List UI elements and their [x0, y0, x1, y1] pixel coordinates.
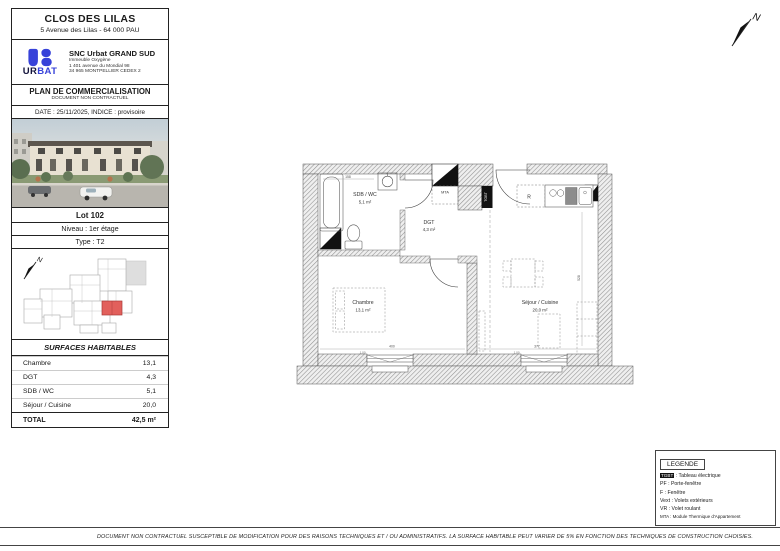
surfaces-title: SURFACES HABITABLES [12, 340, 168, 356]
row-label: Séjour / Cuisine [23, 402, 71, 409]
company-address-line: 1 401 avenue du Mondial 98 [69, 63, 130, 69]
total-value: 42,5 m² [131, 416, 156, 424]
site-plan [11, 248, 169, 340]
legend-title: LEGENDE [660, 459, 705, 470]
document-title-block [11, 84, 169, 106]
interior-walls [318, 174, 477, 263]
svg-text:1,00: 1,00 [513, 350, 520, 355]
row-value: 13,1 [142, 360, 156, 367]
room-label-chambre: Chambre [352, 300, 374, 306]
table-total-row [12, 412, 168, 427]
svg-text:N: N [35, 256, 43, 265]
company-block [11, 39, 169, 85]
svg-text:20,0 m²: 20,0 m² [532, 307, 548, 313]
legend-panel [655, 450, 776, 526]
bathroom-door [405, 180, 433, 208]
document-subtitle: DOCUMENT NON CONTRACTUEL [51, 96, 129, 101]
cooktop [566, 188, 578, 205]
table-row [12, 384, 168, 398]
lot-level: Niveau : 1er étage [11, 222, 169, 236]
building-photo-image [12, 119, 168, 207]
company-address-line: Immeuble Oxygène [69, 58, 111, 64]
svg-text:400: 400 [389, 344, 395, 349]
company-info [69, 49, 164, 75]
building-photo [11, 118, 169, 208]
surfaces-table [11, 339, 169, 428]
date-line: DATE : 25/11/2025, INDICE : provisoire [11, 105, 169, 119]
document-title: PLAN DE COMMERCIALISATION [29, 87, 151, 96]
lot-number: Lot 102 [11, 207, 169, 223]
company-name: SNC Urbat GRAND SUD [69, 49, 156, 59]
svg-text:5,1 m²: 5,1 m² [358, 199, 372, 205]
site-plan-north-icon [24, 256, 44, 279]
mta-label: MTA [441, 190, 449, 195]
mta-zone [432, 186, 458, 204]
tgbt-label: TGBT [484, 192, 488, 202]
project-title: CLOS DES LILAS [44, 13, 136, 25]
lot-highlight [102, 301, 122, 315]
tgbt-board [482, 186, 493, 208]
table-row [12, 356, 168, 370]
toilet [345, 241, 362, 249]
room-label-dgt: DGT [423, 220, 435, 226]
floor-plan [295, 156, 635, 392]
fridge-label: R [527, 194, 531, 201]
sofa [577, 302, 597, 354]
legend-item: TGBT : Tableau électrique [661, 473, 721, 479]
svg-text:4,3 m²: 4,3 m² [422, 227, 436, 232]
row-label: DGT [23, 374, 38, 381]
row-label: SDB / WC [23, 388, 54, 395]
project-header [11, 8, 169, 40]
furniture [333, 210, 597, 354]
footer-disclaimer [0, 527, 780, 546]
svg-text:377: 377 [534, 344, 540, 349]
floor-plan-drawing [295, 156, 635, 392]
row-label: Chambre [23, 360, 51, 367]
project-address: 5 Avenue des Lilas - 64 000 PAU [40, 27, 140, 34]
urbat-logo [16, 48, 64, 76]
row-value: 5,1 [146, 388, 156, 395]
svg-text:N: N [751, 11, 762, 25]
north-arrow-icon [722, 6, 770, 54]
urbat-logo-word: URBAT [22, 66, 58, 77]
lot-type: Type : T2 [11, 235, 169, 249]
site-plan-image [12, 249, 168, 339]
entrance-door [496, 170, 530, 204]
site-plan-building-outline [24, 259, 146, 333]
table-row [12, 398, 168, 412]
svg-text:1,00: 1,00 [359, 350, 366, 355]
company-address-line: 34 965 MONTPELLIER CEDEX 2 [69, 69, 141, 75]
svg-text:528: 528 [577, 275, 582, 281]
room-label-sdb: SDB / WC [353, 192, 377, 198]
fridge-slot [517, 185, 545, 207]
sidebar [11, 8, 169, 428]
legend-item: PF : Porte-fenêtre [660, 481, 702, 488]
svg-text:158: 158 [345, 174, 351, 179]
legend-item: Vext : Volets extérieurs [660, 497, 713, 504]
north-arrow [722, 6, 770, 54]
legend-item: VR : Volet roulant [660, 506, 701, 513]
legend-item: F : Fenêtre [660, 489, 686, 496]
bedroom-door [430, 259, 458, 287]
row-value: 20,0 [142, 402, 156, 409]
room-label-sejour: Séjour / Cuisine [521, 300, 559, 306]
urbat-logo-icon [27, 48, 54, 67]
table-row [12, 370, 168, 384]
row-value: 4,3 [146, 374, 156, 381]
dining-table [511, 259, 535, 287]
svg-text:13,1 m²: 13,1 m² [355, 307, 371, 313]
legend-item: MTA : Module Thermique d'Appartement [660, 514, 741, 520]
total-label: TOTAL [23, 416, 46, 424]
disclaimer-text: DOCUMENT NON CONTRACTUEL SUSCEPTIBLE DE MODIFICATION POUR DES RAISONS TECHNIQUES ET / OU ADMINISTRATIFS. LA SURFACE HABITABLE PEUT VARIER DE 5% EN FONCTION DES TECHNIQUES DE CONSTRUCTION CHOISIES. [97, 533, 753, 540]
